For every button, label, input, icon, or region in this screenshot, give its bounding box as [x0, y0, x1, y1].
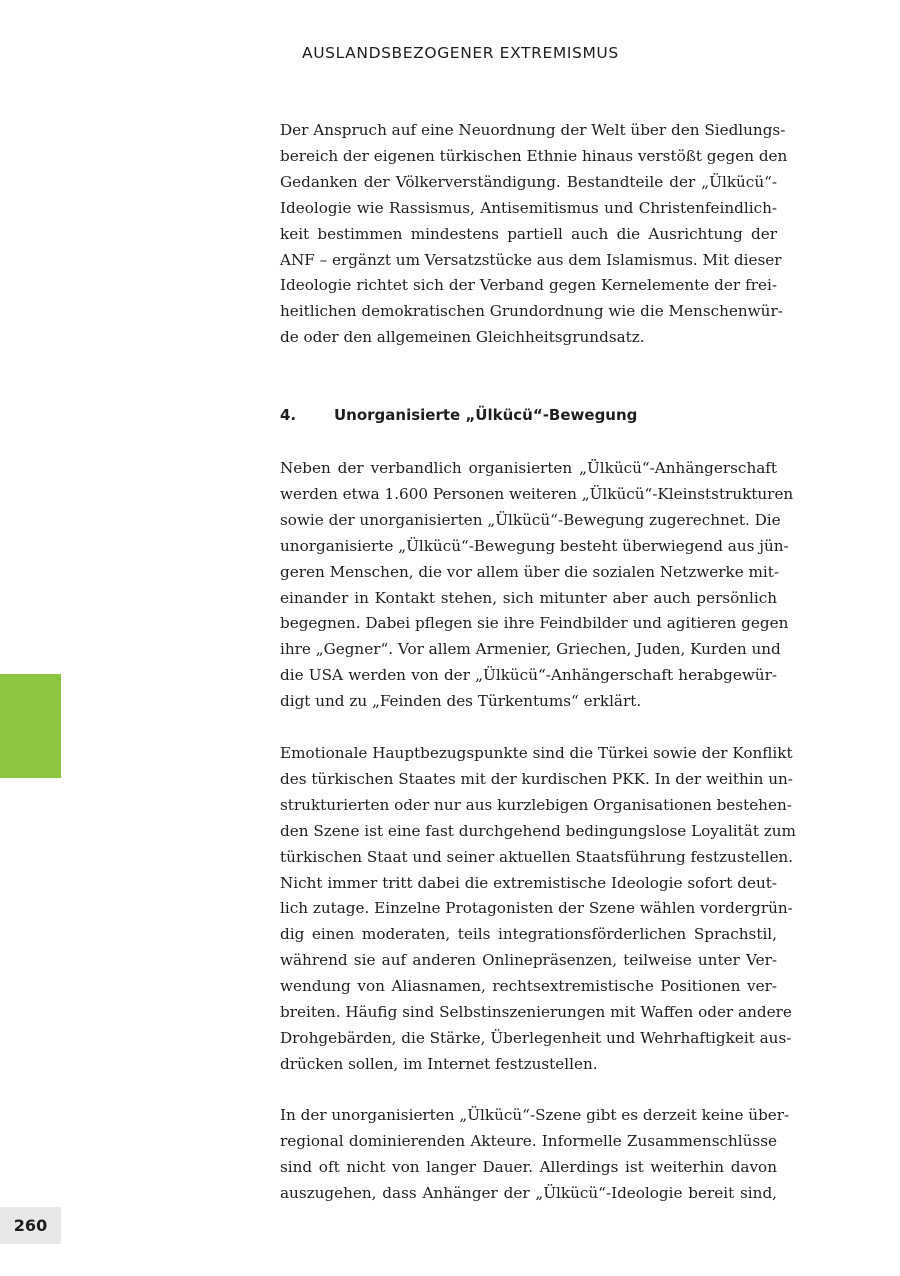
section-heading	[280, 406, 777, 424]
text-line: Der Anspruch auf eine Neuordnung der Welt über den Siedlungs-	[280, 121, 786, 139]
paragraph-3	[280, 741, 796, 1078]
paragraph-2	[280, 456, 794, 715]
text-line: sind oft nicht von langer Dauer. Allerdings ist weiterhin davon	[280, 1157, 777, 1176]
running-header: AUSLANDSBEZOGENER EXTREMISMUS	[302, 44, 619, 62]
page-number: 260	[0, 1207, 61, 1244]
text-line: Drohgebärden, die Stärke, Überlegenheit und Wehrhaftigkeit aus-	[280, 1028, 792, 1047]
text-line: keit bestimmen mindestens partiell auch die Ausrichtung der	[280, 224, 777, 243]
text-line: unorganisierte „Ülkücü“-Bewegung besteht überwiegend aus jün-	[280, 536, 789, 555]
paragraph-1	[280, 118, 788, 351]
chapter-color-tab	[0, 674, 61, 778]
section-number: 4.	[280, 406, 297, 424]
text-line: heitlichen demokratischen Grundordnung wie die Menschenwür-	[280, 302, 783, 321]
text-line: bereich der eigenen türkischen Ethnie hinaus verstößt gegen den	[280, 146, 788, 165]
text-line: ihre „Gegner“. Vor allem Armenier, Griechen, Juden, Kurden und	[280, 640, 781, 659]
section-title: Unorganisierte „Ülkücü“-Bewegung	[334, 406, 638, 424]
text-line: werden etwa 1.600 Personen weiteren „Ülkücü“-Kleinststrukturen	[280, 484, 794, 503]
text-line: regional dominierenden Akteure. Informelle Zusammenschlüsse	[280, 1131, 777, 1150]
text-line: während sie auf anderen Onlinepräsenzen, teilweise unter Ver-	[280, 951, 777, 970]
text-line: die USA werden von der „Ülkücü“-Anhängerschaft herabgewür-	[280, 666, 777, 685]
text-line: Ideologie wie Rassismus, Antisemitismus und Christenfeindlich-	[280, 198, 777, 217]
text-line: lich zutage. Einzelne Protagonisten der Szene wählen vordergrün-	[280, 899, 793, 918]
text-line: de oder den allgemeinen Gleichheitsgrundsatz.	[280, 328, 645, 347]
text-line: wendung von Aliasnamen, rechtsextremistische Positionen ver-	[280, 977, 777, 996]
text-line: auszugehen, dass Anhänger der „Ülkücü“-Ideologie bereit sind,	[280, 1183, 777, 1202]
text-line: Ideologie richtet sich der Verband gegen Kernelemente der frei-	[280, 276, 777, 295]
text-line: Nicht immer tritt dabei die extremistische Ideologie sofort deut-	[280, 873, 777, 892]
paragraph-4	[280, 1103, 790, 1207]
text-line: In der unorganisierten „Ülkücü“-Szene gibt es derzeit keine über-	[280, 1106, 790, 1124]
text-line: Gedanken der Völkerverständigung. Bestandteile der „Ülkücü“-	[280, 172, 777, 191]
text-line: breiten. Häufig sind Selbstinszenierungen mit Waffen oder andere	[280, 1003, 792, 1022]
text-line: des türkischen Staates mit der kurdischen PKK. In der weithin un-	[280, 769, 793, 788]
text-line: geren Menschen, die vor allem über die sozialen Netzwerke mit-	[280, 562, 780, 581]
text-line: Emotionale Hauptbezugspunkte sind die Türkei sowie der Konflikt	[280, 744, 793, 762]
text-line: einander in Kontakt stehen, sich mitunter aber auch persönlich	[280, 588, 777, 607]
text-line: digt und zu „Feinden des Türkentums“ erklärt.	[280, 692, 642, 711]
text-line: ANF – ergänzt um Versatzstücke aus dem Islamismus. Mit dieser	[280, 250, 782, 269]
text-line: strukturierten oder nur aus kurzlebigen Organisationen bestehen-	[280, 795, 792, 814]
text-line: begegnen. Dabei pflegen sie ihre Feindbilder und agitieren gegen	[280, 614, 789, 633]
text-line: türkischen Staat und seiner aktuellen Staatsführung festzustellen.	[280, 847, 794, 866]
text-line: sowie der unorganisierten „Ülkücü“-Bewegung zugerechnet. Die	[280, 510, 781, 529]
text-line: Neben der verbandlich organisierten „Ülkücü“-Anhängerschaft	[280, 459, 777, 477]
text-line: drücken sollen, im Internet festzustellen.	[280, 1054, 598, 1073]
text-line: den Szene ist eine fast durchgehend bedingungslose Loyalität zum	[280, 821, 796, 840]
text-line: dig einen moderaten, teils integrationsförderlichen Sprachstil,	[280, 925, 777, 944]
